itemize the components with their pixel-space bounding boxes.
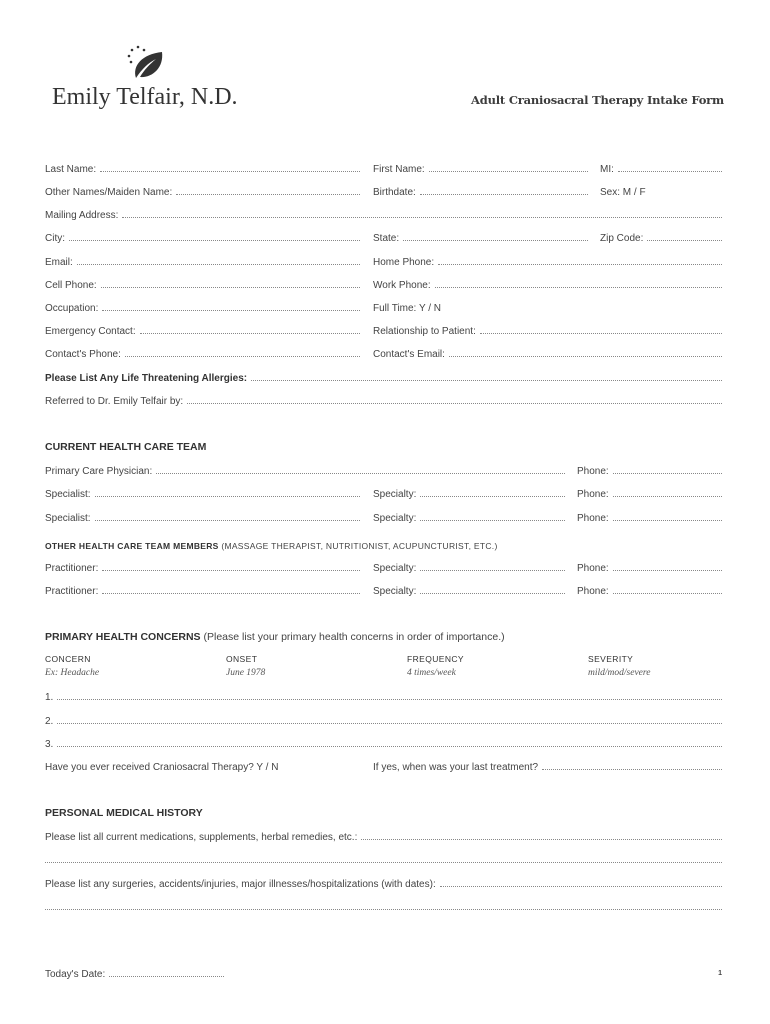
cst-question-label: Have you ever received Craniosacral Therapy? Y / N: [45, 762, 279, 773]
phone-label: Phone:: [577, 466, 609, 477]
practitioner-phone-field[interactable]: [577, 560, 722, 574]
last-name-label: Last Name:: [45, 164, 97, 175]
practitioner-line[interactable]: [102, 569, 360, 571]
contact-email-field[interactable]: [373, 346, 722, 360]
emergency-contact-line[interactable]: [140, 332, 360, 334]
first-name-field[interactable]: [373, 161, 588, 175]
concern-row-2[interactable]: [45, 713, 722, 727]
practitioner-phone-field[interactable]: [577, 583, 722, 597]
phone-label: Phone:: [577, 563, 609, 574]
todays-date-line[interactable]: [109, 975, 224, 977]
example-severity: mild/mod/severe: [588, 668, 651, 678]
mi-line[interactable]: [618, 170, 722, 172]
allergies-label: Please List Any Life Threatening Allergies:: [45, 373, 248, 384]
medications-extra-line[interactable]: [45, 852, 722, 866]
specialist-phone-field[interactable]: [577, 510, 722, 524]
home-phone-label: Home Phone:: [373, 257, 435, 268]
last-name-field[interactable]: [45, 161, 360, 175]
occupation-label: Occupation:: [45, 303, 99, 314]
specialist-line[interactable]: [95, 495, 360, 497]
full-time-field[interactable]: [373, 300, 573, 314]
contact-email-line[interactable]: [449, 355, 722, 357]
full-time-label: Full Time: Y / N: [373, 303, 441, 314]
mailing-address-line[interactable]: [122, 216, 722, 218]
zip-line[interactable]: [647, 239, 722, 241]
emergency-contact-label: Emergency Contact:: [45, 326, 136, 337]
other-names-label: Other Names/Maiden Name:: [45, 187, 173, 198]
medications-label: Please list all current medications, supplements, herbal remedies, etc.:: [45, 832, 358, 843]
todays-date-field[interactable]: [45, 966, 224, 980]
practitioner-name: Emily Telfair, N.D.: [52, 84, 238, 110]
phone-line[interactable]: [613, 472, 722, 474]
concern-row-number: 2.: [45, 716, 54, 727]
medications-field[interactable]: [45, 829, 722, 843]
phone-label: Phone:: [577, 513, 609, 524]
last-treatment-line[interactable]: [542, 768, 722, 770]
phone-label: Phone:: [577, 586, 609, 597]
concern-row-number: 1.: [45, 692, 54, 703]
specialist-label: Specialist:: [45, 489, 91, 500]
specialist-phone-field[interactable]: [577, 486, 722, 500]
contact-phone-label: Contact's Phone:: [45, 349, 121, 360]
concerns-title: PRIMARY HEALTH CONCERNS: [45, 631, 201, 643]
phone-line[interactable]: [613, 592, 722, 594]
specialist-field[interactable]: [45, 486, 360, 500]
referred-by-label: Referred to Dr. Emily Telfair by:: [45, 396, 184, 407]
birthdate-line[interactable]: [420, 193, 588, 195]
concern-line[interactable]: [57, 698, 722, 700]
practitioner-label: Practitioner:: [45, 563, 99, 574]
last-treatment-field[interactable]: [373, 759, 722, 773]
cell-phone-label: Cell Phone:: [45, 280, 97, 291]
surgeries-line-2[interactable]: [45, 908, 722, 910]
practitioner-line[interactable]: [102, 592, 360, 594]
birthdate-field[interactable]: [373, 184, 588, 198]
concerns-heading: [45, 631, 505, 643]
occupation-line[interactable]: [102, 309, 360, 311]
specialty-field[interactable]: [373, 486, 565, 500]
page-number: 1: [718, 970, 722, 977]
specialist-field[interactable]: [45, 510, 360, 524]
form-title: Adult Craniosacral Therapy Intake Form: [471, 93, 724, 107]
surgeries-line[interactable]: [440, 885, 722, 887]
specialist-line[interactable]: [95, 519, 360, 521]
specialty-field[interactable]: [373, 510, 565, 524]
surgeries-extra-line[interactable]: [45, 899, 722, 913]
sex-label: Sex: M / F: [600, 187, 646, 198]
first-name-line[interactable]: [429, 170, 588, 172]
occupation-field[interactable]: [45, 300, 360, 314]
email-field[interactable]: [45, 254, 360, 268]
work-phone-field[interactable]: [373, 277, 722, 291]
state-line[interactable]: [403, 239, 588, 241]
example-onset: June 1978: [226, 668, 266, 678]
column-concern: CONCERN: [45, 654, 91, 664]
primary-phone-field[interactable]: [577, 463, 722, 477]
history-heading: PERSONAL MEDICAL HISTORY: [45, 807, 203, 819]
example-concern: Ex: Headache: [45, 668, 100, 678]
cell-phone-field[interactable]: [45, 277, 360, 291]
primary-care-line[interactable]: [156, 472, 565, 474]
concerns-note: (Please list your primary health concerns in order of importance.): [203, 631, 505, 643]
city-field[interactable]: [45, 230, 360, 244]
zip-label: Zip Code:: [600, 233, 644, 244]
specialty-label: Specialty:: [373, 563, 417, 574]
first-name-label: First Name:: [373, 164, 425, 175]
surgeries-field[interactable]: [45, 876, 722, 890]
cst-question-field[interactable]: [45, 759, 365, 773]
concern-line[interactable]: [57, 745, 722, 747]
primary-care-field[interactable]: [45, 463, 565, 477]
city-line[interactable]: [69, 239, 360, 241]
email-line[interactable]: [77, 263, 360, 265]
allergies-line[interactable]: [251, 379, 722, 381]
todays-date-label: Today's Date:: [45, 969, 106, 980]
contact-phone-field[interactable]: [45, 346, 360, 360]
specialty-field[interactable]: [373, 560, 565, 574]
medications-line-2[interactable]: [45, 861, 722, 863]
column-frequency: FREQUENCY: [407, 654, 464, 664]
contact-email-label: Contact's Email:: [373, 349, 445, 360]
relationship-label: Relationship to Patient:: [373, 326, 476, 337]
specialty-line[interactable]: [420, 569, 565, 571]
specialty-label: Specialty:: [373, 586, 417, 597]
other-names-field[interactable]: [45, 184, 360, 198]
other-team-note: (MASSAGE THERAPIST, NUTRITIONIST, ACUPUNCTURIST, ETC.): [221, 541, 498, 551]
last-treatment-label: If yes, when was your last treatment?: [373, 762, 539, 773]
column-onset: ONSET: [226, 654, 258, 664]
primary-care-label: Primary Care Physician:: [45, 466, 153, 477]
contact-phone-line[interactable]: [125, 355, 360, 357]
mi-field[interactable]: [600, 161, 722, 175]
work-phone-line[interactable]: [435, 286, 722, 288]
specialty-label: Specialty:: [373, 489, 417, 500]
allergies-field[interactable]: [45, 370, 722, 384]
home-phone-line[interactable]: [438, 263, 722, 265]
zip-field[interactable]: [600, 230, 722, 244]
care-team-heading: CURRENT HEALTH CARE TEAM: [45, 441, 207, 453]
work-phone-label: Work Phone:: [373, 280, 431, 291]
birthdate-label: Birthdate:: [373, 187, 416, 198]
medications-line[interactable]: [361, 838, 722, 840]
other-team-heading: [45, 541, 498, 551]
cell-phone-line[interactable]: [101, 286, 360, 288]
phone-label: Phone:: [577, 489, 609, 500]
relationship-line[interactable]: [480, 332, 722, 334]
column-severity: SEVERITY: [588, 654, 634, 664]
home-phone-field[interactable]: [373, 254, 722, 268]
surgeries-label: Please list any surgeries, accidents/injuries, major illnesses/hospitalizations (with dates):: [45, 879, 436, 890]
city-label: City:: [45, 233, 65, 244]
state-field[interactable]: [373, 230, 588, 244]
mailing-address-field[interactable]: [45, 207, 722, 221]
practitioner-field[interactable]: [45, 560, 360, 574]
specialty-label: Specialty:: [373, 513, 417, 524]
phone-line[interactable]: [613, 519, 722, 521]
sex-field[interactable]: [600, 184, 722, 198]
concern-row-3[interactable]: [45, 736, 722, 750]
mailing-address-label: Mailing Address:: [45, 210, 119, 221]
state-label: State:: [373, 233, 400, 244]
specialty-line[interactable]: [420, 592, 565, 594]
relationship-field[interactable]: [373, 323, 722, 337]
other-team-title: OTHER HEALTH CARE TEAM MEMBERS: [45, 541, 219, 551]
specialist-label: Specialist:: [45, 513, 91, 524]
referred-by-line[interactable]: [187, 402, 722, 404]
practitioner-field[interactable]: [45, 583, 360, 597]
example-frequency: 4 times/week: [407, 668, 456, 678]
emergency-contact-field[interactable]: [45, 323, 360, 337]
last-name-line[interactable]: [100, 170, 360, 172]
practitioner-label: Practitioner:: [45, 586, 99, 597]
specialty-field[interactable]: [373, 583, 565, 597]
specialty-line[interactable]: [420, 519, 565, 521]
concern-row-1[interactable]: [45, 689, 722, 703]
specialty-line[interactable]: [420, 495, 565, 497]
other-names-line[interactable]: [176, 193, 360, 195]
concern-line[interactable]: [57, 722, 722, 724]
phone-line[interactable]: [613, 495, 722, 497]
concern-row-number: 3.: [45, 739, 54, 750]
email-label: Email:: [45, 257, 73, 268]
phone-line[interactable]: [613, 569, 722, 571]
mi-label: MI:: [600, 164, 614, 175]
logo-leaf-icon: [122, 44, 168, 84]
referred-by-field[interactable]: [45, 393, 722, 407]
